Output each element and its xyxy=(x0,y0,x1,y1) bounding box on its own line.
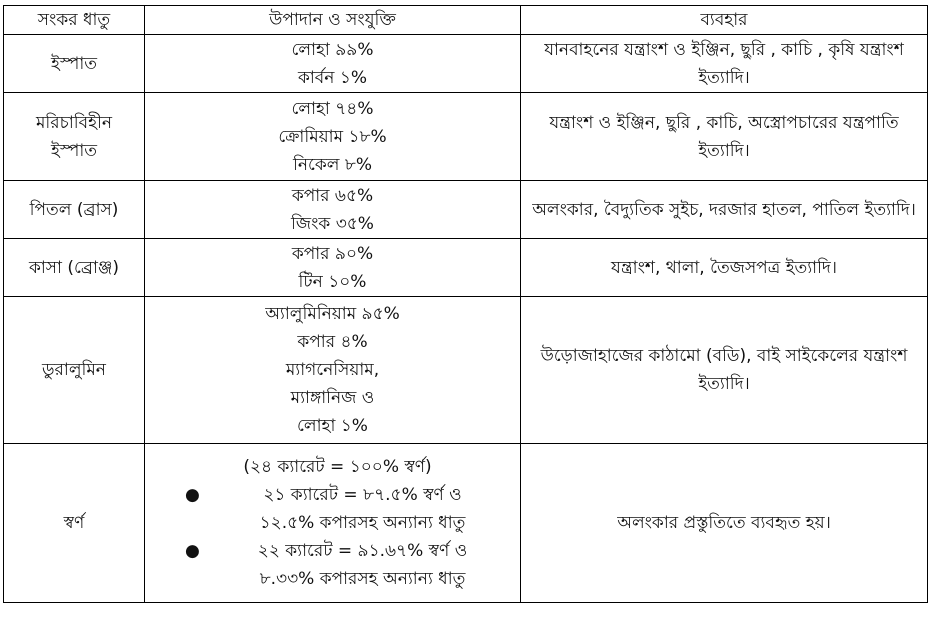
alloy-name: মরিচাবিহীন ইস্পাত xyxy=(4,93,145,181)
composition-line: লোহা ৭৪% xyxy=(291,98,374,119)
composition-line: কপার ৪% xyxy=(297,332,368,352)
composition-cell xyxy=(145,239,521,297)
composition-line: ক্রোমিয়াম ১৮% xyxy=(278,126,387,147)
composition-line: ম্যাগনেসিয়াম, xyxy=(285,360,380,380)
alloy-name: ইস্পাত xyxy=(4,35,145,93)
header-alloy: সংকর ধাতু xyxy=(4,6,145,35)
composition-line: কপার ৯০% xyxy=(291,243,374,264)
composition-line: ১২.৫% কপারসহ অন্যান্য ধাতু xyxy=(259,513,466,533)
composition-line: কার্বন ১% xyxy=(297,67,368,88)
composition-line: ম্যাঙ্গানিজ ও xyxy=(290,388,375,408)
composition-cell xyxy=(145,297,521,444)
table-row xyxy=(4,297,928,444)
usage-cell: অলংকার প্রস্তুতিতে ব্যবহৃত হয়। xyxy=(521,444,928,603)
alloy-table xyxy=(3,5,928,603)
composition-line: নিকেল ৮% xyxy=(293,154,372,175)
usage-cell: যন্ত্রাংশ, থালা, তৈজসপত্র ইত্যাদি। xyxy=(521,239,928,297)
composition-cell xyxy=(145,35,521,93)
composition-line: ২১ ক্যারেট = ৮৭.৫% স্বর্ণ ও xyxy=(263,485,462,505)
composition-line: ৮.৩৩% কপারসহ অন্যান্য ধাতু xyxy=(259,569,466,589)
composition-line: লোহা ১% xyxy=(297,416,368,436)
table-row xyxy=(4,93,928,181)
header-composition: উপাদান ও সংযুক্তি xyxy=(145,6,521,35)
karat-list xyxy=(153,481,512,593)
usage-cell: যানবাহনের যন্ত্রাংশ ও ইঞ্জিন, ছুরি , কাচি , কৃষি যন্ত্রাংশ ইত্যাদি। xyxy=(521,35,928,93)
composition-cell xyxy=(145,181,521,239)
header-usage: ব্যবহার xyxy=(521,6,928,35)
usage-cell: উড়োজাহাজের কাঠামো (বডি), বাই সাইকেলের যন্ত্রাংশ ইত্যাদি। xyxy=(521,297,928,444)
composition-line: অ্যালুমিনিয়াম ৯৫% xyxy=(265,304,400,324)
alloy-name: পিতল (ব্রাস) xyxy=(4,181,145,239)
alloy-name: স্বর্ণ xyxy=(4,444,145,603)
bullet-icon: ● xyxy=(185,485,200,505)
usage-cell: যন্ত্রাংশ ও ইঞ্জিন, ছুরি , কাচি, অস্ত্রোপচারের যন্ত্রপাতি ইত্যাদি। xyxy=(521,93,928,181)
composition-line: জিংক ৩৫% xyxy=(291,213,374,234)
alloy-name: কাসা (ব্রোঞ্জ) xyxy=(4,239,145,297)
composition-cell xyxy=(145,93,521,181)
composition-line: লোহা ৯৯% xyxy=(291,39,374,60)
alloy-name: ডুরালুমিন xyxy=(4,297,145,444)
karat-reference: (২৪ ক্যারেট = ১০০% স্বর্ণ) xyxy=(243,457,432,477)
table-row xyxy=(4,239,928,297)
composition-line: টিন ১০% xyxy=(298,271,367,292)
header-row xyxy=(4,6,928,35)
table-row xyxy=(4,444,928,603)
table-row xyxy=(4,181,928,239)
list-item xyxy=(185,481,512,537)
composition-line: ২২ ক্যারেট = ৯১.৬৭% স্বর্ণ ও xyxy=(257,541,468,561)
list-item xyxy=(185,537,512,593)
composition-cell xyxy=(145,444,521,603)
bullet-icon: ● xyxy=(185,541,200,561)
usage-cell: অলংকার, বৈদ্যুতিক সুইচ, দরজার হাতল, পাতিল ইত্যাদি। xyxy=(521,181,928,239)
table-row xyxy=(4,35,928,93)
composition-line: কপার ৬৫% xyxy=(291,185,374,206)
